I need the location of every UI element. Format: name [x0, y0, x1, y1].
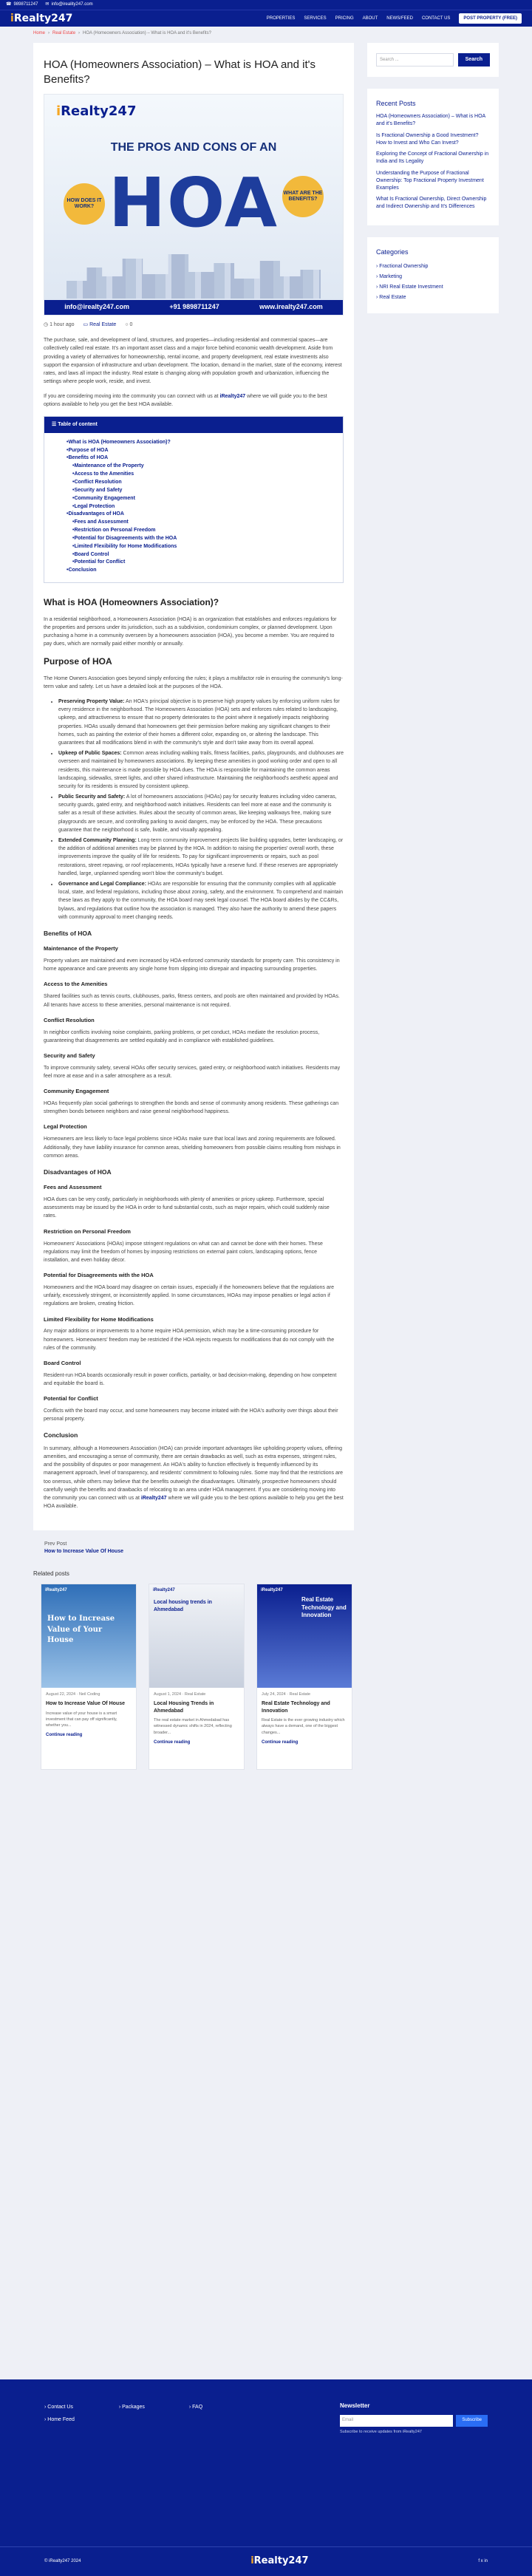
purpose-item: • Extended Community Planning: Long-term community improvement projects like building upgrades, better landscaping, or the addition of additional amenities may be planned by the HOA. In addition to raising the properties' overall worth, these improvements improve the quality of life for residents. To pay for significant improvements or repairs, such as pool restorations, street repaving, or roof replacements, HOAs typically have a reserve fund. If these reserves are appropriately handled, large, unplanned spending won't blow the community's budget. [58, 836, 344, 878]
footer-link[interactable]: › FAQ [189, 2402, 202, 2414]
category-link[interactable]: › Fractional Ownership [376, 262, 490, 272]
table-of-contents [44, 416, 344, 583]
folder-icon: ▭ [83, 322, 89, 327]
time-meta: ◷ 1 hour ago [44, 322, 75, 327]
heading-conclusion: Conclusion [44, 1431, 78, 1439]
subscribe-button[interactable]: Subscribe [456, 2415, 488, 2427]
top-bar [0, 0, 532, 10]
footer-link[interactable]: › Contact Us [44, 2402, 75, 2414]
footer-link[interactable]: › Home Feed [44, 2414, 75, 2427]
newsletter [340, 2402, 488, 2436]
related-card[interactable]: iRealty247 Local housing trends in Ahmedabad August 1, 2024 · Real Estate Local Housing Trends in Ahmedabad The real estate market in Ahmedabad has witnessed dynamic shifts in 2024, reflecting broader... Continue reading [149, 1584, 245, 1770]
toc-item[interactable]: • Potential for Disagreements with the HOA [66, 535, 343, 543]
nav-item-contact[interactable]: CONTACT US [421, 16, 451, 21]
category-link[interactable]: › NRI Real Estate Investment [376, 282, 490, 293]
related-posts [0, 1581, 532, 1773]
subheading: Maintenance of the Property [44, 945, 118, 953]
paragraph: Resident-run HOA boards occasionally result in power conflicts, partiality, or bad decision-making, depending on how competent and equitable the board is. [44, 1372, 337, 1387]
toc-item[interactable]: • Legal Protection [66, 503, 343, 511]
heading-purpose: Purpose of HOA [44, 656, 112, 667]
related-posts-title: Related posts [33, 1570, 69, 1577]
paragraph: Homeowners are less likely to face legal problems since HOAs make sure that local laws and zoning requirements are followed. Additionally, they have liability insurance for common areas, shielding homeowners from possible claims resulting from mishaps in common areas. [44, 1137, 341, 1159]
breadcrumb-category[interactable]: Real Estate [52, 30, 76, 35]
social-icons[interactable]: f x in [478, 2559, 488, 2564]
list-icon: ☰ [52, 421, 57, 427]
toc-item[interactable]: • Board Control [66, 551, 343, 559]
subheading: Access to the Amenities [44, 981, 108, 988]
main-nav [0, 10, 532, 27]
newsletter-subtext: Subscribe to receive updates from iRealty247 [340, 2429, 422, 2434]
nav-item-properties[interactable]: PROPERTIES [266, 16, 296, 21]
mail-icon: ✉ [45, 2, 50, 7]
prev-post[interactable] [0, 1530, 532, 1566]
toc-item[interactable]: • Purpose of HOA [66, 447, 343, 455]
purpose-item: • Preserving Property Value: An HOA's principal objective is to preserve high property values by enforcing uniform rules for every residence in the neighborhood. The Homeowners Association (HOA) sets and enforces rules related to landscaping, upkeep, and attractiveness to ensure that no property deteriorates to the point where it negatively impacts neighboring properties. HOAs usually demand that homeowners get their permission before making any significant changes to their homes, such as painting the exterior of their homes a different color, expanding on, or altering the landscape. This guarantees that all modifications blend in with the community's style and don't take away from its overall appeal. [58, 698, 344, 747]
hero-bubble-left: HOW DOES IT WORK? [64, 183, 105, 225]
search-button[interactable]: Search [458, 53, 490, 67]
subheading: Community Engagement [44, 1088, 109, 1095]
hero-logo: iRealty247 [56, 103, 137, 119]
recent-posts-widget [367, 89, 499, 225]
toc-item[interactable]: • Benefits of HOA [66, 454, 343, 463]
site-logo[interactable]: iRealty247 [10, 12, 73, 24]
recent-post-link[interactable]: What Is Fractional Ownership, Direct Ownership and Indirect Ownership and It's Differences [376, 197, 487, 210]
email-contact[interactable]: ✉ info@ireality247.com [45, 2, 93, 7]
related-card-title[interactable]: Real Estate Technology and Innovation [262, 1701, 330, 1714]
hero-bubble-right: WHAT ARE THE BENEFITS? [282, 176, 324, 217]
related-card-title[interactable]: Local Housing Trends in Ahmedabad [154, 1701, 214, 1714]
hero-skyline [66, 254, 321, 299]
footer-logo[interactable]: iRealty247 [250, 2555, 309, 2567]
toc-item[interactable]: • Community Engagement [66, 495, 343, 503]
continue-reading-link[interactable]: Continue reading [262, 1740, 299, 1745]
breadcrumb-current: HOA (Homeowners Association) – What is HOA and it's Benefits? [83, 30, 211, 35]
paragraph: Property values are maintained and even increased by HOA-enforced community standards for property care. This consistency in home appearance and care prevents any single home from slipping into disrepair and impacting surrounding properties. [44, 958, 340, 972]
purpose-item: • Public Security and Safety: A lot of homeowners associations (HOAs) pay for security features including video cameras, security guards, gated entry, and neighborhood watch initiatives. Residents can feel more at ease and the community is safer as a result of these activities. Rules about the security of common areas, like keeping walkways free, making sure playgrounds are secure, and controlling parking to avoid dangers, may be enforced by the HOA. These precautions guarantee that the neighborhood is safe, livable, and visually appealing. [58, 793, 344, 834]
subheading: Restriction on Personal Freedom [44, 1227, 131, 1235]
related-card[interactable]: iRealty247 Real Estate Technology and Innovation July 24, 2024 · Real Estate Real Estate Technology and Innovation Real Estate is the ever growing industry which always have a demand, one of the biggest changes... Continue reading [256, 1584, 352, 1770]
purpose-list [44, 698, 344, 921]
heading-what: What is HOA (Homeowners Association)? [44, 597, 219, 608]
hero-big-text: HOA [109, 163, 279, 242]
post-meta [44, 321, 344, 329]
footer [0, 2379, 532, 2576]
paragraph: Homeowners and the HOA board may disagree on certain issues, especially if the homeowners believe that the regulations are unfairly, excessively stringent, or inconsistently applied. In some circumstances, HOAs may impose penalties or legal action if regulations are broken, creating friction. [44, 1284, 334, 1307]
sidebar [367, 40, 499, 1530]
newsletter-email-input[interactable]: Email [340, 2415, 453, 2427]
post-property-button[interactable]: POST PROPERTY (FREE) [459, 13, 522, 24]
subheading: Board Control [44, 1359, 81, 1366]
recent-post-link[interactable]: HOA (Homeowners Association) – What is HOA and it's Benefits? [376, 114, 485, 126]
purpose-item: • Governance and Legal Compliance: HOAs are responsible for ensuring that the community complies with all applicable local, state, and federal regulations, including those about zoning, safety, and the environment. To comprehend and maintain these laws as they apply to the community, the HOA board may seek legal counsel. The HOA board abides by the CC&Rs, bylaws, and regulations that outline how the association is managed. They also have the authority to amend these papers with community approval to meet changing needs. [58, 880, 344, 921]
search-input[interactable]: Search ... [376, 53, 454, 67]
toc-list [44, 433, 343, 582]
toc-header[interactable]: ☰ Table of content [44, 417, 343, 433]
recent-post-link[interactable]: Exploring the Concept of Fractional Ownership in India and Its Legality [376, 151, 489, 165]
comment-icon: ○ [125, 322, 129, 327]
paragraph: To improve community safety, several HOAs offer security services, gated entry, or neighborhood watch initiatives. Residents may feel more at ease and in a safer atmosphere as a result. [44, 1065, 341, 1080]
intro-paragraph: The purchase, sale, and development of land, structures, and properties—including residential and commercial spaces—are collectively called real estate. It's an important asset class and a major force behind economic wealth development. Aside from providing a variety of alternatives for homeownership, rental income, and property development, real estate investments also support the expansion of infrastructure and urban development. The location, demand in the market, state of the economy, interest rates, and laws all impact the industry. Real estate is changing along with population growth and urbanization, influencing the settings where people work, reside, and invest. [44, 338, 342, 385]
prev-post-label: Prev Post [44, 1541, 67, 1547]
comments-meta[interactable]: ○ 0 [125, 322, 133, 327]
phone-icon: ☎ [6, 2, 12, 7]
hero-image [44, 94, 344, 316]
subheading: Security and Safety [44, 1052, 95, 1059]
nav-item-news[interactable]: NEWS/FEED [386, 16, 413, 21]
continue-reading-link[interactable]: Continue reading [46, 1733, 83, 1738]
toc-item[interactable]: • Access to the Amenities [66, 471, 343, 479]
toc-item[interactable]: • Potential for Conflict [66, 559, 343, 567]
paragraph: The Home Owners Association goes beyond simply enforcing the rules; it plays a multifactor role in ensuring the community's long-term value and safety. Let us have a detailed look at the purposes of the HOA. [44, 675, 343, 689]
irealty-link[interactable]: iRealty247 [219, 394, 246, 400]
recent-posts-title: Recent Posts [376, 100, 416, 108]
subheading: Conflict Resolution [44, 1016, 95, 1023]
related-card-image[interactable]: iRealty247 Local housing trends in Ahmedabad [149, 1584, 244, 1688]
paragraph: Shared facilities such as tennis courts, clubhouses, parks, fitness centers, and pools are often maintained and provided by HOAs. All tenants have access to these amenities, personal maintenance is not required. [44, 994, 340, 1008]
toc-item[interactable]: • Security and Safety [66, 487, 343, 495]
category-link[interactable]: › Marketing [376, 272, 490, 282]
related-card-image[interactable]: iRealty247 How to Increase Value of Your House [41, 1584, 136, 1688]
subheading: Fees and Assessment [44, 1184, 102, 1191]
category-link[interactable]: › Real Estate [376, 293, 490, 303]
heading-disadvantages: Disadvantages of HOA [44, 1168, 112, 1176]
continue-reading-link[interactable]: Continue reading [154, 1740, 191, 1745]
nav-item-about[interactable]: ABOUT [362, 16, 378, 21]
recent-post-link[interactable]: Understanding the Purpose of Fractional Ownership: Top Fractional Property Investment Examples [376, 170, 484, 191]
subheading: Legal Protection [44, 1123, 87, 1131]
toc-item[interactable]: • Limited Flexibility for Home Modifications [66, 543, 343, 551]
recent-post-link[interactable]: Is Fractional Ownership a Good Investment? How to Invest and Who Can Invest? [376, 132, 479, 146]
related-card[interactable]: iRealty247 How to Increase Value of Your House August 22, 2024 · Neil Coding How to Increase Value Of House Increase value of your house is a smart investment that can pay off significantly, whether you... Continue reading [41, 1584, 137, 1770]
paragraph: HOA dues can be very costly, particularly in neighborhoods with plenty of amenities or pricey upkeep. Furthermore, special assessments may be issued by the HOA in order to fund substantial costs, such as major repairs, which could suddenly raise rates. [44, 1197, 330, 1219]
hero-subtitle: THE PROS AND CONS OF AN [110, 141, 277, 154]
toc-item[interactable]: • Conflict Resolution [66, 479, 343, 487]
search-widget [367, 43, 499, 77]
nav-item-services[interactable]: SERVICES [304, 16, 327, 21]
footer-link[interactable]: › Packages [119, 2402, 145, 2414]
paragraph: Homeowners' Associations (HOAs) impose stringent regulations on what can and cannot be done with their homes. These regulations may limit the freedom of homes by imposing restrictions on external paint colors, landscaping options, fence installation, and even holiday décor. [44, 1241, 323, 1263]
heading-benefits: Benefits of HOA [44, 929, 92, 937]
conclusion-paragraph: In summary, although a Homeowners Association (HOA) can provide important advantages like upholding property values, offering amenities, and encouraging a sense of community, there are certain drawbacks as well, such as extra expenses, stringent rules, and the possibility of disputes or poor management. An HOA's ability to function effectively is frequently influenced by its management approach, level of transparency, and residents' commitment to following rules. Some may find that the restrictions are too onerous, while others may believe that the benefits outweigh the disadvantages. Ultimately, prospective homeowners should carefully weigh the benefits and drawbacks of relocating to an area under HOA management. If you are considering moving into the community you can connect with us at iRealty247 where we will guide you to the best options available to help you get the best HOA available. [44, 1445, 344, 1510]
hero-contact-strip: info@irealty247.com +91 9898711247 www.irealty247.com [44, 300, 343, 315]
paragraph: Conflicts with the board may occur, and some homeowners may become irritated with the HOA's authority over things about their personal property. [44, 1408, 338, 1422]
toc-item[interactable]: • Conclusion [66, 567, 343, 575]
breadcrumb-home[interactable]: Home [33, 30, 46, 35]
paragraph: In a residential neighborhood, a Homeowners Association (HOA) is an organization that establishes and enforces regulations for the properties and persons under its jurisdiction, such as a subdivision, condominium complex, or planned development. Upon purchasing a home in a community overseen by a homeowners association (HOA), you become a member. You are required to pay dues, which are normally paid either monthly or annually. [44, 616, 337, 647]
paragraph: HOAs frequently plan social gatherings to strengthen the bonds and sense of community among residents. These gatherings can strengthen bonds between neighbors and raise general neighborhood happiness. [44, 1101, 339, 1115]
subheading: Limited Flexibility for Home Modifications [44, 1315, 154, 1323]
related-card-image[interactable]: iRealty247 Real Estate Technology and Innovation [257, 1584, 352, 1688]
copyright: © iRealty247 2024 [44, 2559, 81, 2564]
phone-contact[interactable]: ☎ 9898711247 [6, 2, 38, 7]
purpose-item: • Upkeep of Public Spaces: Common areas including walking trails, fitness facilities, parks, playgrounds, and clubhouses are overseen and maintained by homeowners associations. By keeping these amenities in good working order and open to all residents, this maintenance is made possible by HOA dues. The HOA is responsible for maintaining the common areas landscaping, sidewalks, street lights, and other shared infrastructure. Maintaining the neighborhood's aesthetic appeal and security for its residents is ensured by consistent upkeep. [58, 749, 344, 791]
article [33, 43, 354, 1530]
nav-menu [267, 13, 522, 24]
related-card-title[interactable]: How to Increase Value Of House [46, 1701, 125, 1707]
toc-item[interactable]: • Fees and Assessment [66, 519, 343, 527]
toc-item[interactable]: • Restriction on Personal Freedom [66, 527, 343, 535]
page-title: HOA (Homeowners Association) – What is HOA and it's Benefits? [44, 58, 316, 86]
subheading: Potential for Disagreements with the HOA [44, 1272, 154, 1279]
categories-title: Categories [376, 248, 409, 256]
toc-item[interactable]: • Maintenance of the Property [66, 463, 343, 471]
category-meta[interactable]: ▭ Real Estate [83, 322, 117, 327]
irealty-link[interactable]: iRealty247 [140, 1495, 167, 1501]
nav-item-pricing[interactable]: PRICING [335, 16, 354, 21]
breadcrumb: Home › Real Estate › HOA (Homeowners Association) – What is HOA and it's Benefits? [33, 30, 211, 35]
newsletter-title: Newsletter [340, 2402, 370, 2409]
categories-widget [367, 237, 499, 313]
intro-paragraph-2: If you are considering moving into the community you can connect with us at iRealty247 where we will guide you to the best options available to help you get the best HOA available. [44, 394, 327, 408]
clock-icon: ◷ [44, 322, 49, 327]
prev-post-title[interactable]: How to Increase Value Of House [44, 1549, 123, 1555]
subheading: Potential for Conflict [44, 1395, 98, 1403]
toc-item[interactable]: • What is HOA (Homeowners Association)? [66, 439, 343, 447]
paragraph: Any major additions or improvements to a home require HOA permission, which may be a time-consuming procedure for homeowners. Homeowners' freedom may be restricted if the HOA rejects requests for modifications that do not comply with the rules of the community. [44, 1329, 335, 1351]
toc-item[interactable]: • Disadvantages of HOA [66, 511, 343, 519]
paragraph: In neighbor conflicts involving noise complaints, parking problems, or pet conduct, HOAs mediate the resolution process, guaranteeing that disagreements are settled equitably and in compliance with established guidelines. [44, 1029, 320, 1043]
